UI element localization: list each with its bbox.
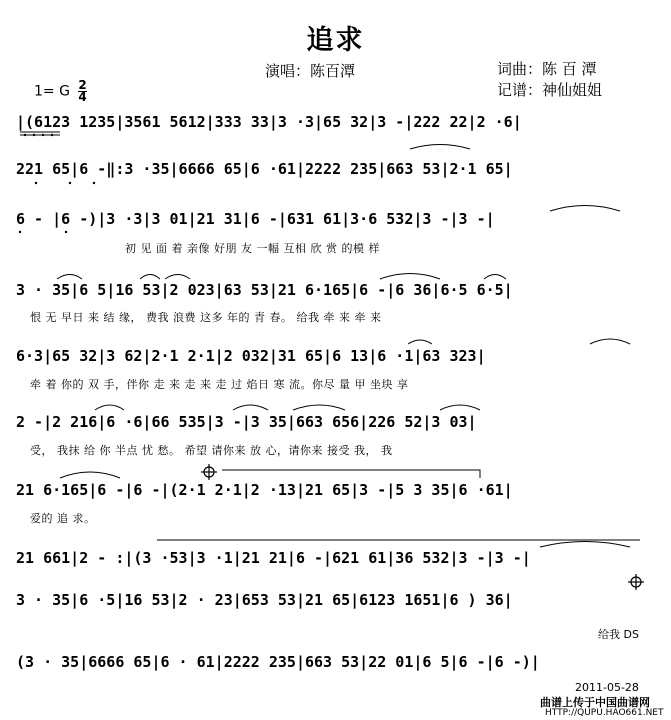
singer-credit: 演唱：陈百潭 [265,62,356,80]
score-line-8: 21 661|2 - :|(3 ·53|3 ·1|21 21|6 -|621 61|36 532|3 -|3 -| [16,549,531,567]
tie-arc [233,405,268,410]
key-label: 1= G [34,83,70,100]
lyric-line-3: 牵 着 你的 双 手，伴你 走 来 走 来 走 过 焰日 寒 流。你尽 量 甲 坐块 享 [30,378,409,391]
tie-arc [484,275,506,280]
tie-arc [140,275,160,280]
site-url: HTTP://QUPU.HAO661.NET [545,708,664,718]
ds-marker: 给我 DS [598,628,639,641]
score-line-4: 3 · 35|6 5|16 53|2 023|63 53|21 6·165|6 -|6 36|6·5 6·5| [16,281,513,299]
score-line-6: 2 -|2 216|6 ·6|66 535|3 -|3 35|663 656|226 52|3 03| [16,413,477,431]
volta-bracket-1 [222,470,480,478]
tie-arc [293,405,345,410]
tie-arc [440,405,480,410]
tie-arc [57,275,82,280]
score-line-2: 221 65|6 -‖:3 ·35|6666 65|6 ·61|2222 235|663 53|2·1 65| [16,160,513,178]
tie-arc [410,145,470,150]
score-line-10: (3 · 35|6666 65|6 · 61|2222 235|663 53|22 01|6 5|6 -|6 -)| [16,653,540,671]
score-line-1: |(6123 1235|3561 5612|333 33|3 ·3|65 32|3 -|222 22|2 ·6| [16,113,522,131]
score-line-9: 3 · 35|6 ·5|16 53|2 · 23|653 53|21 65|6123 1651|6 ) 36| [16,591,513,609]
time-numerator: 2 [78,78,87,92]
site-name: 曲谱上传于中国曲谱网 [540,696,650,709]
score-line-3: 6 - |6 -)|3 ·3|3 01|21 31|6 -|631 61|3·6 532|3 -|3 -| [16,210,495,228]
time-denominator: 4 [78,90,87,104]
lyric-line-4: 受， 我抹 给 你 半点 忧 愁。 希望 请你来 放 心，请你来 接受 我， 我 [30,444,393,457]
lyric-line-5: 爱的 追 求。 [30,512,96,525]
tie-arc [590,339,630,344]
tie-arc [380,274,440,280]
page-title: 追求 [306,25,365,56]
score-line-5: 6·3|65 32|3 62|2·1 2·1|2 032|31 65|6 13|6 ·1|63 323| [16,347,486,365]
composer-credit: 词曲：陈 百 潭 [497,60,597,78]
tie-arc [95,405,124,410]
lyric-line-2: 恨 无 早日 来 结 缘， 费我 浪费 这多 年的 青 春。 给我 牵 来 牵 来 [30,311,382,324]
transcriber-credit: 记谱：神仙姐姐 [497,81,603,99]
lyric-line-1: 初 见 面 着 亲像 好朋 友 一幅 互相 欣 赏 的模 样 [125,242,380,255]
upload-date: 2011-05-28 [575,681,639,694]
tie-arc [550,206,620,212]
tie-arc [165,275,190,280]
score-line-7: 21 6·165|6 -|6 -|(2·1 2·1|2 ·13|21 65|3 -|5 3 35|6 ·61| [16,481,513,499]
tie-arc [408,340,432,344]
tie-arc [60,472,120,478]
tie-arc [540,542,630,548]
